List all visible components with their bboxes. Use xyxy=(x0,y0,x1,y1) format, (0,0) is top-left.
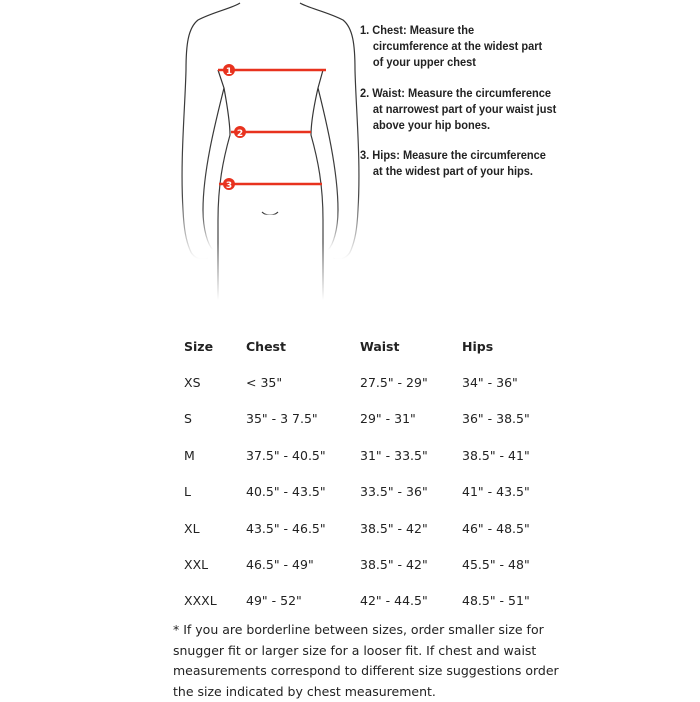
cell-chest: 46.5" - 49" xyxy=(246,557,314,573)
cell-size: S xyxy=(184,411,192,427)
header-size: Size xyxy=(184,338,214,354)
cell-size: M xyxy=(184,447,195,463)
cell-size: XXL xyxy=(184,557,209,573)
instruction-line: at narrowest part of your waist just xyxy=(372,102,557,116)
size-chart-table xyxy=(180,328,552,619)
header-waist: Waist xyxy=(360,338,400,354)
cell-waist: 33.5" - 36" xyxy=(360,484,428,500)
instruction-line: at the widest part of your hips. xyxy=(372,164,533,178)
footnote: * If you are borderline between sizes, order smaller size for snugger fit or larger size for a looser fit. If chest and waist measurements correspond to different size suggestions order the size indicated by chest measurement. xyxy=(173,622,559,699)
cell-chest: 35" - 3 7.5" xyxy=(246,411,318,427)
body-measurement-figure xyxy=(178,0,363,300)
cell-hips: 34" - 36" xyxy=(462,375,518,391)
cell-waist: 38.5" - 42" xyxy=(360,520,428,536)
cell-chest: 49" - 52" xyxy=(246,593,302,609)
table-row xyxy=(180,546,552,582)
instruction-line: circumference at the widest part xyxy=(372,39,543,53)
table-row xyxy=(180,474,552,510)
table-row xyxy=(180,510,552,546)
cell-chest: 40.5" - 43.5" xyxy=(246,484,326,500)
cell-hips: 46" - 48.5" xyxy=(462,520,530,536)
table-row xyxy=(180,401,552,437)
waist-marker-label: 2 xyxy=(236,129,244,139)
cell-waist: 42" - 44.5" xyxy=(360,593,428,609)
cell-size: XS xyxy=(184,375,201,391)
cell-hips: 36" - 38.5" xyxy=(462,411,530,427)
cell-hips: 38.5" - 41" xyxy=(462,447,530,463)
chest-marker-label: 1 xyxy=(225,67,233,77)
instruction-line: 3. Hips: Measure the circumference xyxy=(360,148,546,162)
measurement-lines xyxy=(218,64,326,191)
cell-size: XXXL xyxy=(184,593,217,609)
table-row xyxy=(180,583,552,619)
cell-hips: 41" - 43.5" xyxy=(462,484,530,500)
hips-marker-label: 3 xyxy=(225,181,233,191)
cell-size: L xyxy=(184,484,191,500)
header-chest: Chest xyxy=(246,338,286,354)
cell-chest: 43.5" - 46.5" xyxy=(246,520,326,536)
instruction-waist xyxy=(360,85,556,133)
cell-chest: 37.5" - 40.5" xyxy=(246,447,326,463)
table-row xyxy=(180,437,552,473)
table-row xyxy=(180,364,552,400)
table-body xyxy=(180,364,552,619)
cell-waist: 29" - 31" xyxy=(360,411,416,427)
instruction-line: above your hip bones. xyxy=(372,118,491,132)
cell-size: XL xyxy=(184,520,200,536)
cell-waist: 31" - 33.5" xyxy=(360,447,428,463)
instruction-line: of your upper chest xyxy=(372,55,476,69)
instruction-hips xyxy=(360,147,546,179)
cell-waist: 38.5" - 42" xyxy=(360,557,428,573)
cell-hips: 45.5" - 48" xyxy=(462,557,530,573)
cell-chest: < 35" xyxy=(246,375,283,391)
table-header-row xyxy=(180,328,552,364)
instruction-line: 1. Chest: Measure the xyxy=(360,23,475,37)
body-outline xyxy=(182,3,359,300)
instruction-line: 2. Waist: Measure the circumference xyxy=(360,86,552,100)
cell-hips: 48.5" - 51" xyxy=(462,593,530,609)
header-hips: Hips xyxy=(462,338,494,354)
instruction-chest xyxy=(360,22,542,70)
cell-waist: 27.5" - 29" xyxy=(360,375,428,391)
